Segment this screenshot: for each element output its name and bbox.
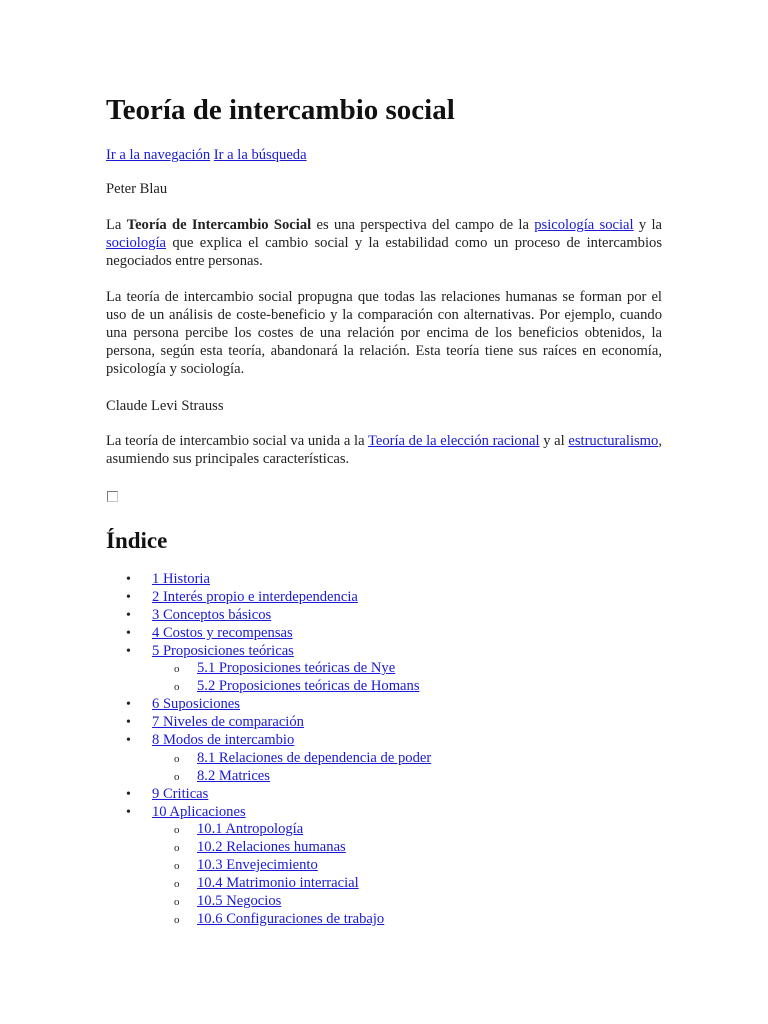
toc-link[interactable]: 3 Conceptos básicos bbox=[152, 606, 272, 623]
bullet-disc-icon: • bbox=[126, 572, 131, 587]
teoria-eleccion-racional-link[interactable]: Teoría de la elección racional bbox=[367, 433, 540, 449]
toc-link[interactable]: 8 Modos de intercambio bbox=[152, 732, 295, 749]
bullet-circle-icon: o bbox=[174, 681, 180, 694]
toc-item bbox=[106, 750, 431, 768]
bullet-disc-icon: • bbox=[126, 715, 131, 731]
author-name-peter-blau: Peter Blau bbox=[106, 181, 168, 197]
relation-text-2: y al bbox=[539, 433, 569, 449]
psicologia-social-link[interactable]: psicología social bbox=[534, 217, 634, 233]
toc-item bbox=[106, 839, 431, 857]
toc-link[interactable]: 1 Historia bbox=[152, 571, 210, 587]
toc-item bbox=[106, 714, 431, 732]
toc-item bbox=[106, 857, 431, 875]
toc-item bbox=[106, 643, 431, 661]
toc-item bbox=[106, 589, 431, 607]
bullet-circle-icon: o bbox=[174, 860, 180, 873]
toc-item bbox=[106, 678, 431, 696]
toc-link[interactable]: 5 Proposiciones teóricas bbox=[152, 642, 294, 659]
toc-link[interactable]: 10.3 Envejecimiento bbox=[197, 857, 318, 874]
toc-item bbox=[106, 607, 431, 625]
intro-bold-term: Teoría de Intercambio Social bbox=[126, 217, 312, 233]
skip-to-search-link[interactable]: Ir a la búsqueda bbox=[213, 147, 307, 163]
toc-link[interactable]: 7 Niveles de comparación bbox=[152, 714, 304, 731]
bullet-disc-icon: • bbox=[126, 589, 131, 605]
toc-item bbox=[106, 768, 431, 786]
page-title: Teoría de intercambio social bbox=[106, 94, 455, 126]
theory-paragraph: La teoría de intercambio social propugna que todas las relaciones humanas se forman por el uso de un análisis de coste-beneficio y la comparación con alternativas. Por ejemplo, cuando una persona percibe los costes de una relación por encima de los beneficios obtenidos, la persona, según esta teoría, abandonará la relación. Esta teoría tiene sus raíces en economía, psicología y sociología. bbox=[106, 289, 662, 377]
bullet-circle-icon: o bbox=[174, 663, 180, 676]
bullet-circle-icon: o bbox=[174, 913, 180, 926]
intro-text-3: y la bbox=[633, 217, 662, 233]
intro-text-4: que explica el cambio social y la estabilidad como un proceso de intercambios negociados entre personas. bbox=[106, 235, 662, 269]
bullet-disc-icon: • bbox=[126, 804, 131, 820]
toc-item bbox=[106, 821, 431, 839]
bullet-circle-icon: o bbox=[174, 842, 180, 855]
toc-link[interactable]: 5.2 Proposiciones teóricas de Homans bbox=[197, 678, 420, 695]
toc-item bbox=[106, 660, 431, 678]
toc-toggle-checkbox[interactable] bbox=[107, 491, 118, 502]
toc-item bbox=[106, 786, 431, 804]
toc-link[interactable]: 8.1 Relaciones de dependencia de poder bbox=[197, 749, 432, 766]
toc-item bbox=[106, 696, 431, 714]
toc-link[interactable]: 10 Aplicaciones bbox=[152, 803, 246, 820]
bullet-disc-icon: • bbox=[126, 607, 131, 623]
toc-link[interactable]: 8.2 Matrices bbox=[197, 767, 270, 784]
toc-link[interactable]: 10.4 Matrimonio interracial bbox=[197, 875, 359, 892]
bullet-circle-icon: o bbox=[174, 770, 180, 783]
toc-link[interactable]: 6 Suposiciones bbox=[152, 696, 240, 713]
sociologia-link[interactable]: sociología bbox=[106, 235, 166, 251]
toc-item bbox=[106, 875, 431, 893]
toc-item bbox=[106, 893, 431, 911]
toc-link[interactable]: 10.1 Antropología bbox=[197, 821, 304, 838]
bullet-disc-icon: • bbox=[126, 643, 131, 659]
author-name-claude-levi-strauss: Claude Levi Strauss bbox=[106, 398, 224, 414]
toc-item bbox=[106, 732, 431, 750]
estructuralismo-link[interactable]: estructuralismo bbox=[568, 433, 659, 449]
toc-item bbox=[106, 571, 431, 589]
skip-links bbox=[106, 146, 662, 164]
relation-paragraph bbox=[106, 432, 662, 468]
bullet-circle-icon: o bbox=[174, 896, 180, 909]
toc-item bbox=[106, 911, 431, 929]
toc-item bbox=[106, 625, 431, 643]
bullet-disc-icon: • bbox=[126, 786, 131, 802]
toc-heading: Índice bbox=[106, 528, 168, 553]
relation-text-1: La teoría de intercambio social va unida a la bbox=[106, 433, 368, 449]
toc-item bbox=[106, 804, 431, 822]
bullet-circle-icon: o bbox=[174, 752, 180, 765]
toc-link[interactable]: 10.6 Configuraciones de trabajo bbox=[197, 910, 385, 927]
toc-link[interactable]: 5.1 Proposiciones teóricas de Nye bbox=[197, 660, 396, 677]
bullet-disc-icon: • bbox=[126, 625, 131, 641]
intro-paragraph bbox=[106, 216, 662, 270]
relation-text-3: , asumiendo sus principales características. bbox=[106, 433, 662, 467]
intro-text-1: La bbox=[106, 217, 127, 233]
bullet-circle-icon: o bbox=[174, 878, 180, 891]
toc-link[interactable]: 2 Interés propio e interdependencia bbox=[152, 588, 358, 605]
skip-to-navigation-link[interactable]: Ir a la navegación bbox=[106, 147, 211, 163]
toc-link[interactable]: 10.2 Relaciones humanas bbox=[197, 839, 346, 856]
toc-list bbox=[106, 571, 431, 929]
toc-link[interactable]: 9 Criticas bbox=[152, 785, 209, 802]
bullet-disc-icon: • bbox=[126, 697, 131, 713]
bullet-circle-icon: o bbox=[174, 824, 180, 837]
toc-link[interactable]: 10.5 Negocios bbox=[197, 893, 282, 910]
bullet-disc-icon: • bbox=[126, 733, 131, 749]
toc-link[interactable]: 4 Costos y recompensas bbox=[152, 624, 293, 641]
intro-text-2: es una perspectiva del campo de la bbox=[311, 217, 535, 233]
